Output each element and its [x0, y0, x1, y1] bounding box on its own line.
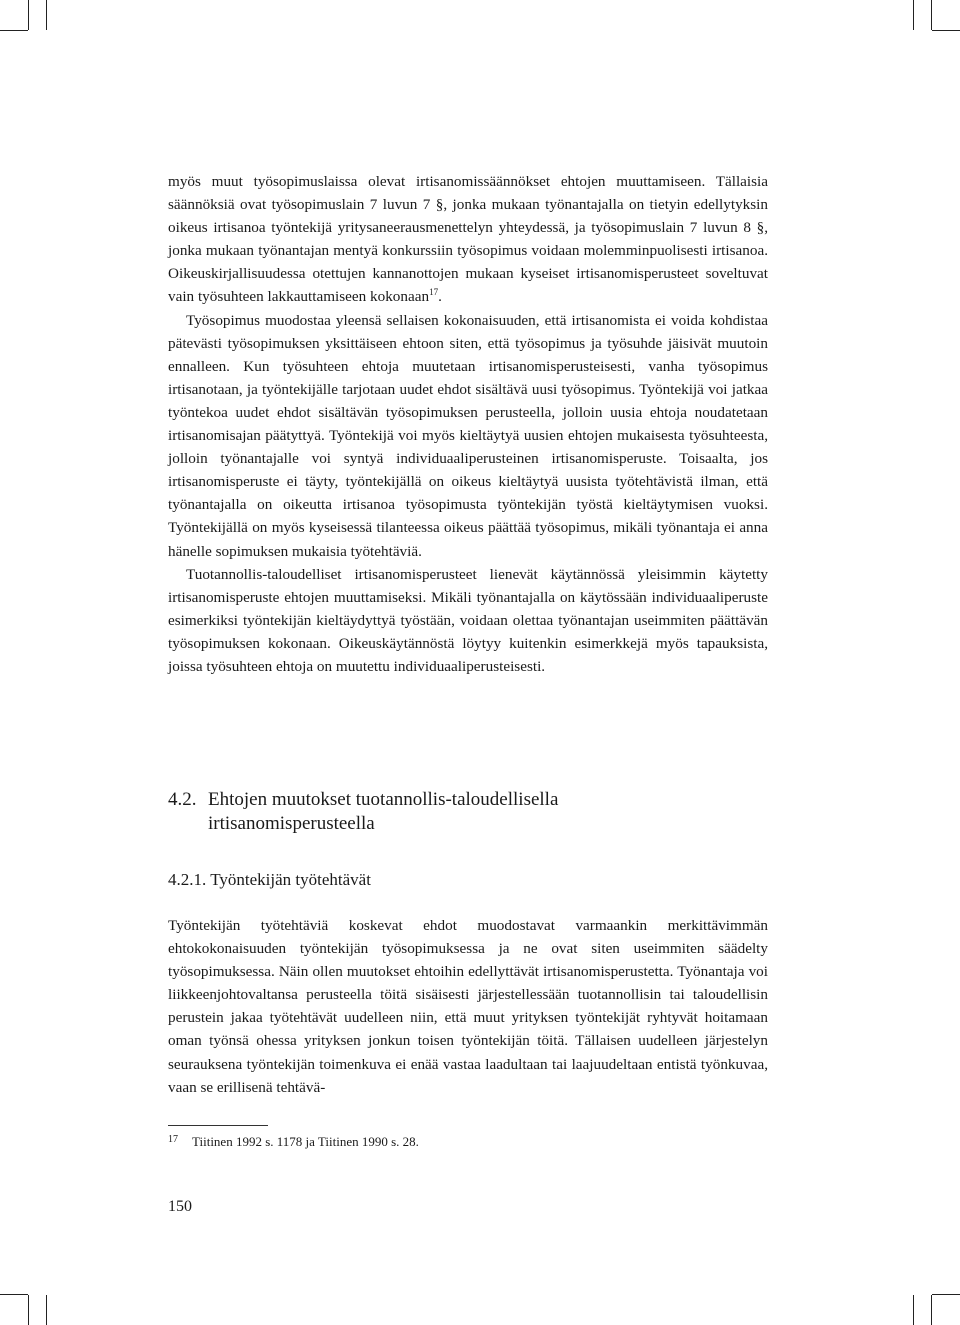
- footnote-text: Tiitinen 1992 s. 1178 ja Tiitinen 1990 s. 28.: [192, 1134, 419, 1149]
- paragraph-3: Tuotannollis-taloudelliset irtisanomisperusteet lienevät käytännössä yleisimmin käytetty irtisanomisperuste ehtojen muuttamiseksi. Mikäli työnantajalla on käytössään individuaaliperuste esimerkiksi työntekijän kieltäydyttyä työstään, voidaan olettaa työnantajan useimmiten päättävän työsopimuksen kokonaan. Oikeuskäytännöstä löytyy kuitenkin esimerkkejä myös tapauksista, joissa työsuhteen ehtoja on muutettu individuaaliperusteisesti.: [168, 565, 768, 675]
- paragraph-2: Työsopimus muodostaa yleensä sellaisen kokonaisuuden, että irtisanomista ei voida kohdistaa pätevästi työsopimuksen yksittäiseen ehtoon siten, että työsopimus ja työsuhde jäisivät muutoin ennalleen. Kun työsuhteen ehtoja muutetaan irtisanomisperusteisesti, vanha työsopimus irtisanotaan, ja työntekijälle tarjotaan uudet ehdot sisältävä uusi työsopimus. Työntekijä voi jatkaa työntekoa uudet ehdot sisältävän työsopimuksen perusteella, jolloin uusia ehtoja noudatetaan irtisanomisajan päätyttyä. Työntekijä voi myös kieltäytyä uusien ehtojen mukaisesta työsuhteesta, jolloin työnantajalle voi syntyä individuaaliperusteinen irtisanomisperuste. Toisaalta, jos irtisanomisperuste ei täyty, työntekijällä on oikeus kieltäytyä uusista työtehtävistä ilman, että työnantajalla on oikeutta irtisanoa työsopimusta työntekijän työstä kieltäytymisen vuoksi. Työntekijällä on myös kyseisessä tilanteessa oikeus päättää työsopimus, mikäli työnantaja ei anna hänelle sopimuksen mukaisia työtehtäviä.: [168, 311, 768, 560]
- footnote-number: 17: [168, 1134, 178, 1145]
- footnote-divider: [168, 1125, 268, 1126]
- paragraph-4: Työntekijän työtehtäviä koskevat ehdot muodostavat varmaankin merkittävimmän ehtokokonaisuuden työntekijän työsopimuksessa ja ne ovat siten useimmiten säädelty työsopimuksessa. Näin ollen muutokset ehtoihin edellyttävät irtisanomisperustetta. Työnantaja voi liikkeenjohtovaltansa perusteella töitä sisäisesti järjestellessään tuotannollisin tai taloudellisin perustein jakaa työtehtävät uudelleen niin, että muut yrityksen työntekijät ryhtyvät hoitamaan oman työnsä ohessa yrityksen jonkun toisen työntekijän töitä. Tällaisen uudelleen järjestelyn seurauksena työntekijän toimenkuva ei enää vastaa laadultaan tai laajuudeltaan entistä työnkuvaa, vaan se erillisenä tehtävä-: [168, 917, 768, 1096]
- paragraph-1: myös muut työsopimuslaissa olevat irtisanomissäännökset ehtojen muuttamiseen. Tällaisia säännöksiä ovat työsopimuslain 7 luvun 7 §, jonka mukaan työnantajalla on tietyin edellytyksin oikeus irtisanoa työntekijä yritysaneerausmenettelyn yhteydessä, ja työsopimuslain 7 luvun 8 §, jonka mukaan työnantajan mentyä konkurssiin työsopimus voidaan molemminpuolisesti irtisanoa. Oikeuskirjallisuudessa otettujen kannanottojen mukaan kyseiset irtisanomisperusteet soveltuvat vain työsuhteen lakkauttamiseen kokonaan$^{17}$.: [168, 173, 768, 306]
- section-heading: [168, 788, 768, 836]
- footnote-reference[interactable]: 17: [429, 287, 439, 298]
- footnote: [168, 1133, 768, 1151]
- body-text-section-2: [168, 914, 768, 1099]
- section-title: Ehtojen muutokset tuotannollis-taloudellisella irtisanomisperusteella: [208, 789, 559, 834]
- body-text-section-1: [168, 170, 768, 678]
- page-number: 150: [168, 1198, 192, 1215]
- subsection-heading: 4.2.1. Työntekijän työtehtävät: [168, 870, 371, 889]
- section-number: 4.2.: [168, 789, 197, 810]
